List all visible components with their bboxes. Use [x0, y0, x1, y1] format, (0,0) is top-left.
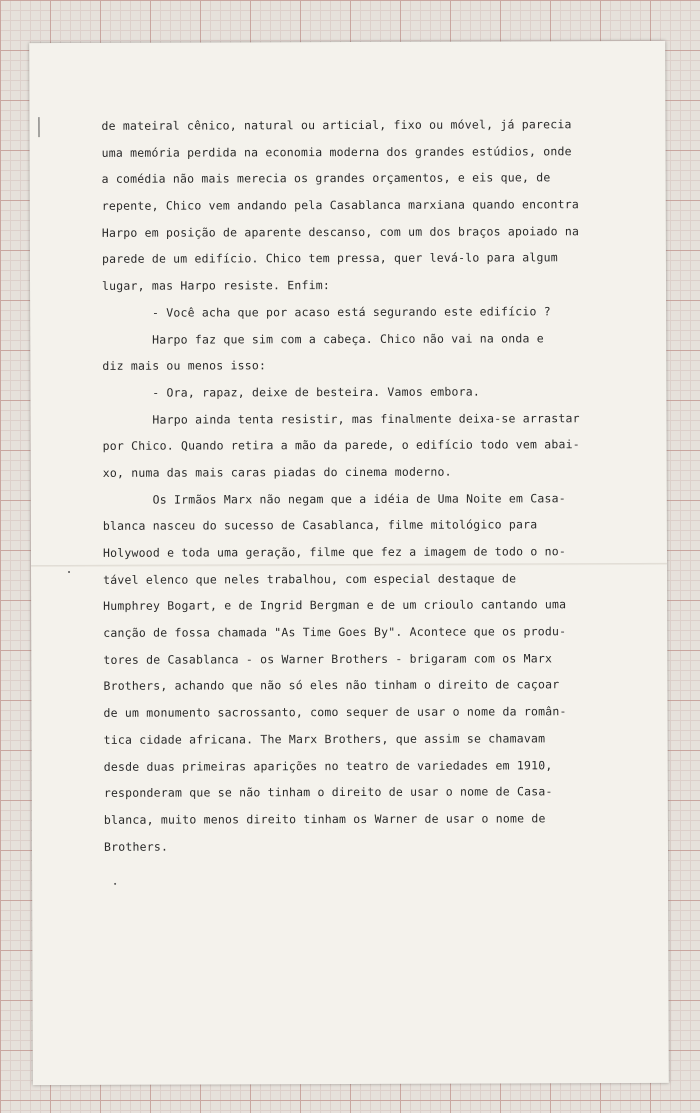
text-line: blanca nasceu do sucesso de Casablanca, filme mitológico para [102, 517, 538, 534]
text-line: de mateiral cênico, natural ou articial, fixo ou móvel, já parecia [101, 117, 572, 133]
text-line: Brothers. [103, 839, 169, 854]
text-line: repente, Chico vem andando pela Casablanca marxiana quando encontra [101, 197, 580, 213]
margin-pencil-mark [38, 117, 39, 137]
text-line: xo, numa das mais caras piadas do cinema moderno. [102, 464, 452, 480]
text-line: Humphrey Bogart, e de Ingrid Bergman e de um crioulo cantando uma [103, 597, 567, 614]
text-line: tável elenco que neles trabalhou, com especial destaque de [103, 571, 517, 587]
paper-speck [68, 571, 70, 573]
text-line: a comédia não mais merecia os grandes orçamentos, e eis que, de [101, 170, 551, 187]
text-line: Harpo em posição de aparente descanso, com um dos braços apoiado na [101, 223, 580, 240]
text-line: - Ora, rapaz, deixe de besteira. Vamos embora. [102, 384, 480, 400]
text-line: Brothers, achando que não só eles não tinham o direito de caçoar [103, 677, 560, 694]
text-line: por Chico. Quando retira a mão da parede, o edifício todo vem abai- [102, 437, 580, 454]
text-line: parede de um edifício. Chico tem pressa, quer levá-lo para algum [101, 250, 558, 267]
text-line: tica cidade africana. The Marx Brothers, que assim se chamavam [103, 731, 546, 747]
paper-speck [114, 883, 116, 885]
text-line: responderam que se não tinham o direito de usar o nome de Casa- [103, 784, 553, 801]
text-line: desde duas primeiras aparições no teatro de variedades em 1910, [103, 757, 553, 774]
body-text [101, 111, 604, 860]
text-line: - Você acha que por acaso está segurando este edifício ? [102, 304, 551, 320]
typewritten-page [29, 41, 669, 1085]
text-line: canção de fossa chamada "As Time Goes By". Acontece que os produ- [103, 624, 567, 640]
text-line: Harpo ainda tenta resistir, mas finalmente deixa-se arrastar [102, 410, 580, 427]
text-line: tores de Casablanca - os Warner Brothers - brigaram com os Marx [103, 651, 553, 667]
text-line: diz mais ou menos isso: [102, 358, 267, 374]
text-line: uma memória perdida na economia moderna dos grandes estúdios, onde [101, 143, 572, 160]
text-line: de um monumento sacrossanto, como sequer de usar o nome da român- [103, 704, 567, 720]
text-line: Os Irmãos Marx não negam que a idéia de Uma Noite em Casa- [102, 490, 566, 507]
text-line: lugar, mas Harpo resiste. Enfim: [102, 278, 331, 293]
text-line: Holywood e toda uma geração, filme que fez a imagem de todo o no- [102, 544, 567, 560]
text-line: blanca, muito menos direito tinham os Warner de usar o nome de [103, 811, 546, 827]
text-line: Harpo faz que sim com a cabeça. Chico não vai na onda e [102, 330, 544, 347]
